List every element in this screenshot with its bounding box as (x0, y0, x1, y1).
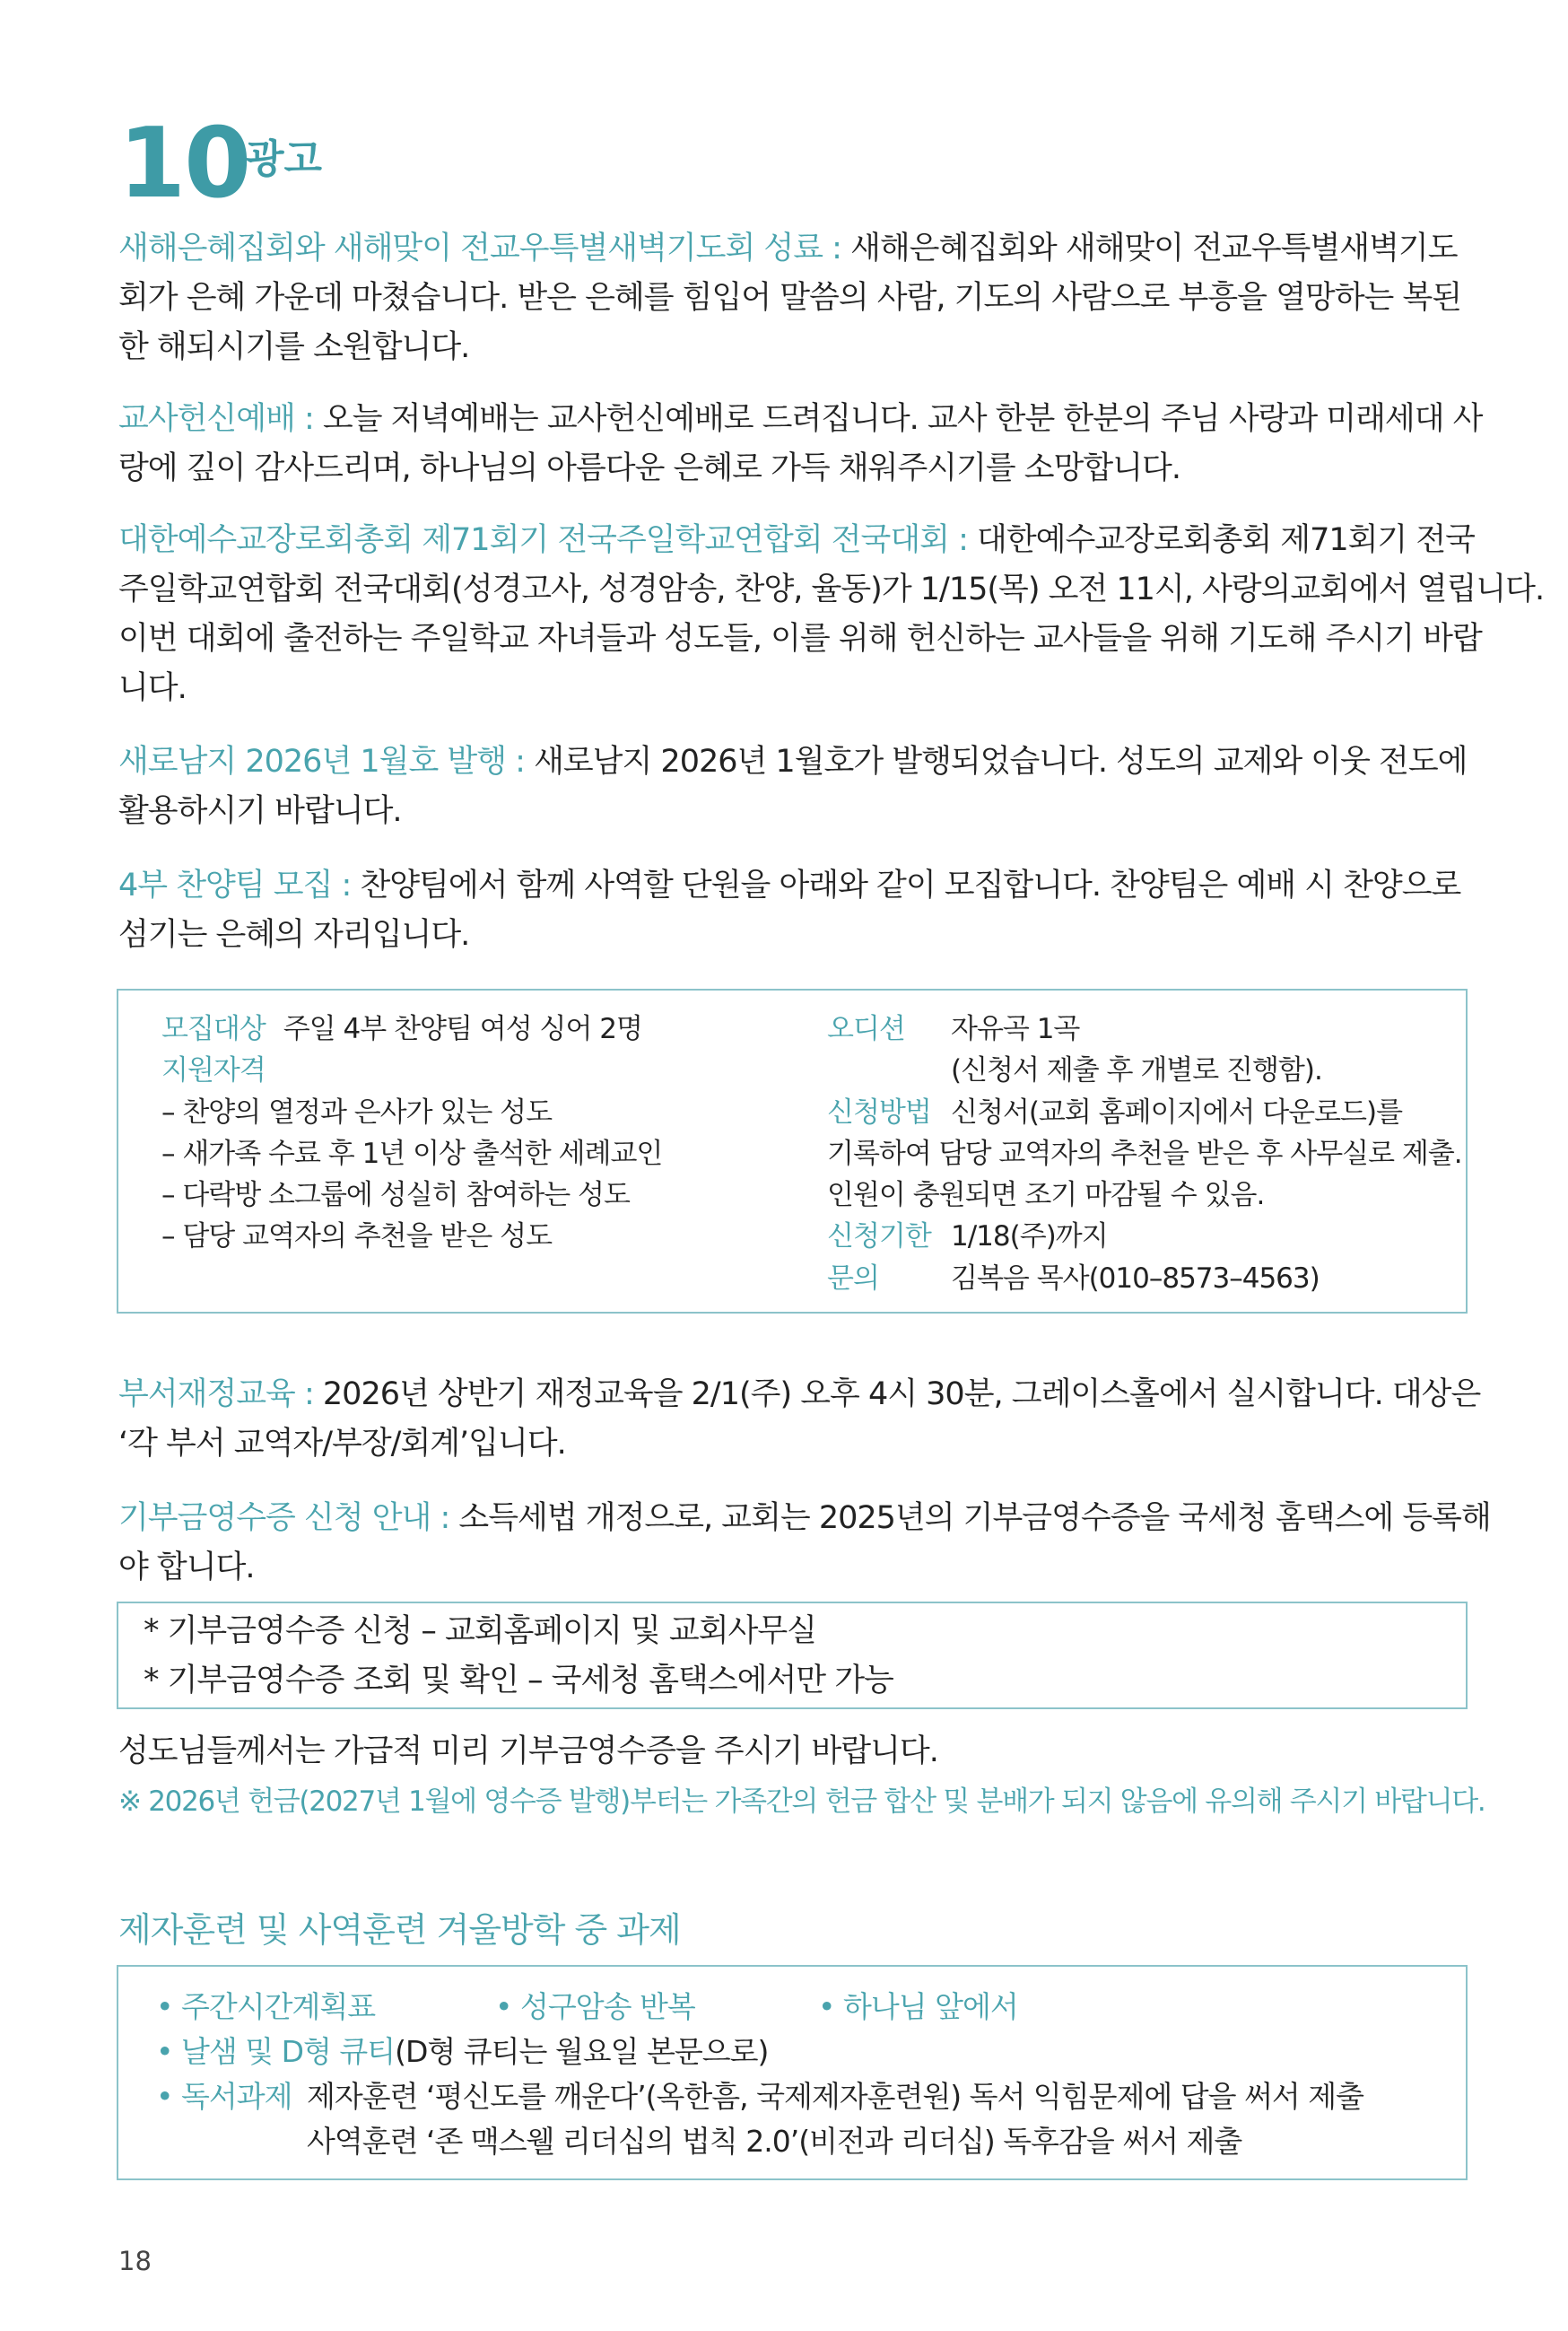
deadline-label: 신청기한 (827, 1220, 931, 1253)
contact-label: 문의 (827, 1262, 879, 1295)
recruit-left-column (161, 1008, 789, 1258)
recruit-info-box (117, 989, 1468, 1314)
notice-label: 새로남지 2026년 1월호 발행 : (118, 744, 535, 780)
receipt-warning: ※ 2026년 헌금(2027년 1월에 영수증 발행)부터는 가족간의 헌금 합산 및 분배가 되지 않음에 유의해 주시기 바랍니다. (118, 1785, 1485, 1818)
task-row (156, 2074, 292, 2119)
task-reading: • 독서과제 (156, 2079, 292, 2114)
qualification-item: – 담당 교역자의 추천을 받은 성도 (161, 1220, 553, 1253)
receipt-request: 성도님들께서는 가급적 미리 기부금영수증을 주시기 바랍니다. (118, 1733, 938, 1769)
qualification-item: – 새가족 수료 후 1년 이상 출석한 세례교인 (161, 1137, 663, 1170)
task-row (156, 2030, 768, 2074)
reading-assignment-2: 사역훈련 ‘존 맥스웰 리더십의 법칙 2.0’(비전과 리더십) 독후감을 써서 제출 (307, 2124, 1242, 2159)
receipt-info-box (117, 1602, 1468, 1709)
method-line: 인원이 충원되면 조기 마감될 수 있음. (827, 1179, 1265, 1212)
notice-label: 4부 찬양팀 모집 : (118, 868, 361, 904)
reading-assignment-1: 제자훈련 ‘평신도를 깨운다’(옥한흠, 국제제자훈련원) 독서 익힘문제에 답을 써서 제출 (307, 2079, 1363, 2114)
method-label: 신청방법 (827, 1096, 931, 1129)
audition-label: 오디션 (827, 1013, 905, 1045)
notice-new-year-meeting: 새해은혜집회와 새해맞이 전교우특별새벽기도회 성료 : 새해은혜집회와 새해맞이 전교우특별새벽기도 회가 은혜 가운데 마쳤습니다. 받은 은혜를 힘입어 말씀의 사람, 기도의 사람으로 부흥을 열망하는 복된 한 해되시기를 소원합니다. (118, 231, 1462, 365)
notice-magazine: 새로남지 2026년 1월호 발행 : 새로남지 2026년 1월호가 발행되었습니다. 성도의 교제와 이웃 전도에 활용하시기 바랍니다. (118, 744, 1468, 829)
contact-value: 김복음 목사(010–8573–4563) (951, 1262, 1320, 1295)
audition-value: 자유곡 1곡 (951, 1013, 1080, 1045)
receipt-check-line: * 기부금영수증 조회 및 확인 – 국세청 홈택스에서만 가능 (144, 1663, 893, 1698)
qualification-item: – 찬양의 열정과 은사가 있는 성도 (161, 1096, 553, 1129)
qualification-item: – 다락방 소그룹에 성실히 참여하는 성도 (161, 1179, 630, 1212)
notice-donation-receipt: 기부금영수증 신청 안내 : 소득세법 개정으로, 교회는 2025년의 기부금영수증을 국세청 홈택스에 등록해 야 합니다. (118, 1500, 1491, 1585)
target-label: 모집대상 (161, 1013, 266, 1045)
qualification-label: 지원자격 (161, 1054, 266, 1087)
task-verse-memorization: • 성구암송 반복 (495, 1989, 695, 2024)
notice-label: 새해은혜집회와 새해맞이 전교우특별새벽기도회 성료 : (118, 231, 851, 266)
notice-worship-team: 4부 찬양팀 모집 : 찬양팀에서 함께 사역할 단원을 아래와 같이 모집합니다. 찬양팀은 예배 시 찬양으로 섬기는 은혜의 자리입니다. (118, 868, 1461, 953)
section-title: 광고 (246, 136, 323, 182)
task-weekly-plan: • 주간시간계획표 (156, 1989, 376, 2024)
receipt-apply-line: * 기부금영수증 신청 – 교회홈페이지 및 교회사무실 (144, 1613, 816, 1649)
notice-finance-education: 부서재정교육 : 2026년 상반기 재정교육을 2/1(주) 오후 4시 30분, 그레이스홀에서 실시합니다. 대상은 ‘각 부서 교역자/부장/회계’입니다. (118, 1376, 1481, 1462)
notice-label: 교사헌신예배 : (118, 401, 323, 437)
recruit-right-column (827, 1008, 1462, 1299)
task-qt: • 날샘 및 D형 큐티 (156, 2034, 396, 2069)
audition-note: (신청서 제출 후 개별로 진행함). (951, 1054, 1322, 1087)
page-number: 18 (118, 2246, 152, 2276)
deadline-value: 1/18(주)까지 (951, 1220, 1108, 1253)
notice-teacher-worship: 교사헌신예배 : 오늘 저녁예배는 교사헌신예배로 드려집니다. 교사 한분 한분의 주님 사랑과 미래세대 사 랑에 깊이 감사드리며, 하나님의 아름다운 은혜로 가득 채워주시기를 소망합니다. (118, 401, 1483, 486)
target-value: 주일 4부 찬양팀 여성 싱어 2명 (283, 1013, 642, 1045)
notice-label: 부서재정교육 : (118, 1376, 323, 1412)
training-task-box (117, 1965, 1468, 2180)
task-qt-note: (D형 큐티는 월요일 본문으로) (395, 2034, 769, 2069)
training-title: 제자훈련 및 사역훈련 겨울방학 중 과제 (118, 1910, 681, 1950)
task-before-god: • 하나님 앞에서 (818, 1989, 1018, 2024)
notice-sunday-school-convention: 대한예수교장로회총회 제71회기 전국주일학교연합회 전국대회 : 대한예수교장로회총회 제71회기 전국 주일학교연합회 전국대회(성경고사, 성경암송, 찬양, 율동)가 1/15(목) 오전 11시, 사랑의교회에서 열립니다. 이번 대회에 출전하는 주일학교 자녀들과 성도들, 이를 위해 헌신하는 교사들을 위해 기도해 주시기 바랍 니다. (118, 522, 1545, 706)
method-line: 기록하여 담당 교역자의 추천을 받은 후 사무실로 제출. (827, 1137, 1462, 1170)
notice-label: 기부금영수증 신청 안내 : (118, 1500, 459, 1536)
section-number: 10 (118, 108, 250, 220)
notice-label: 대한예수교장로회총회 제71회기 전국주일학교연합회 전국대회 : (118, 522, 978, 558)
method-value: 신청서(교회 홈페이지에서 다운로드)를 (951, 1096, 1403, 1129)
